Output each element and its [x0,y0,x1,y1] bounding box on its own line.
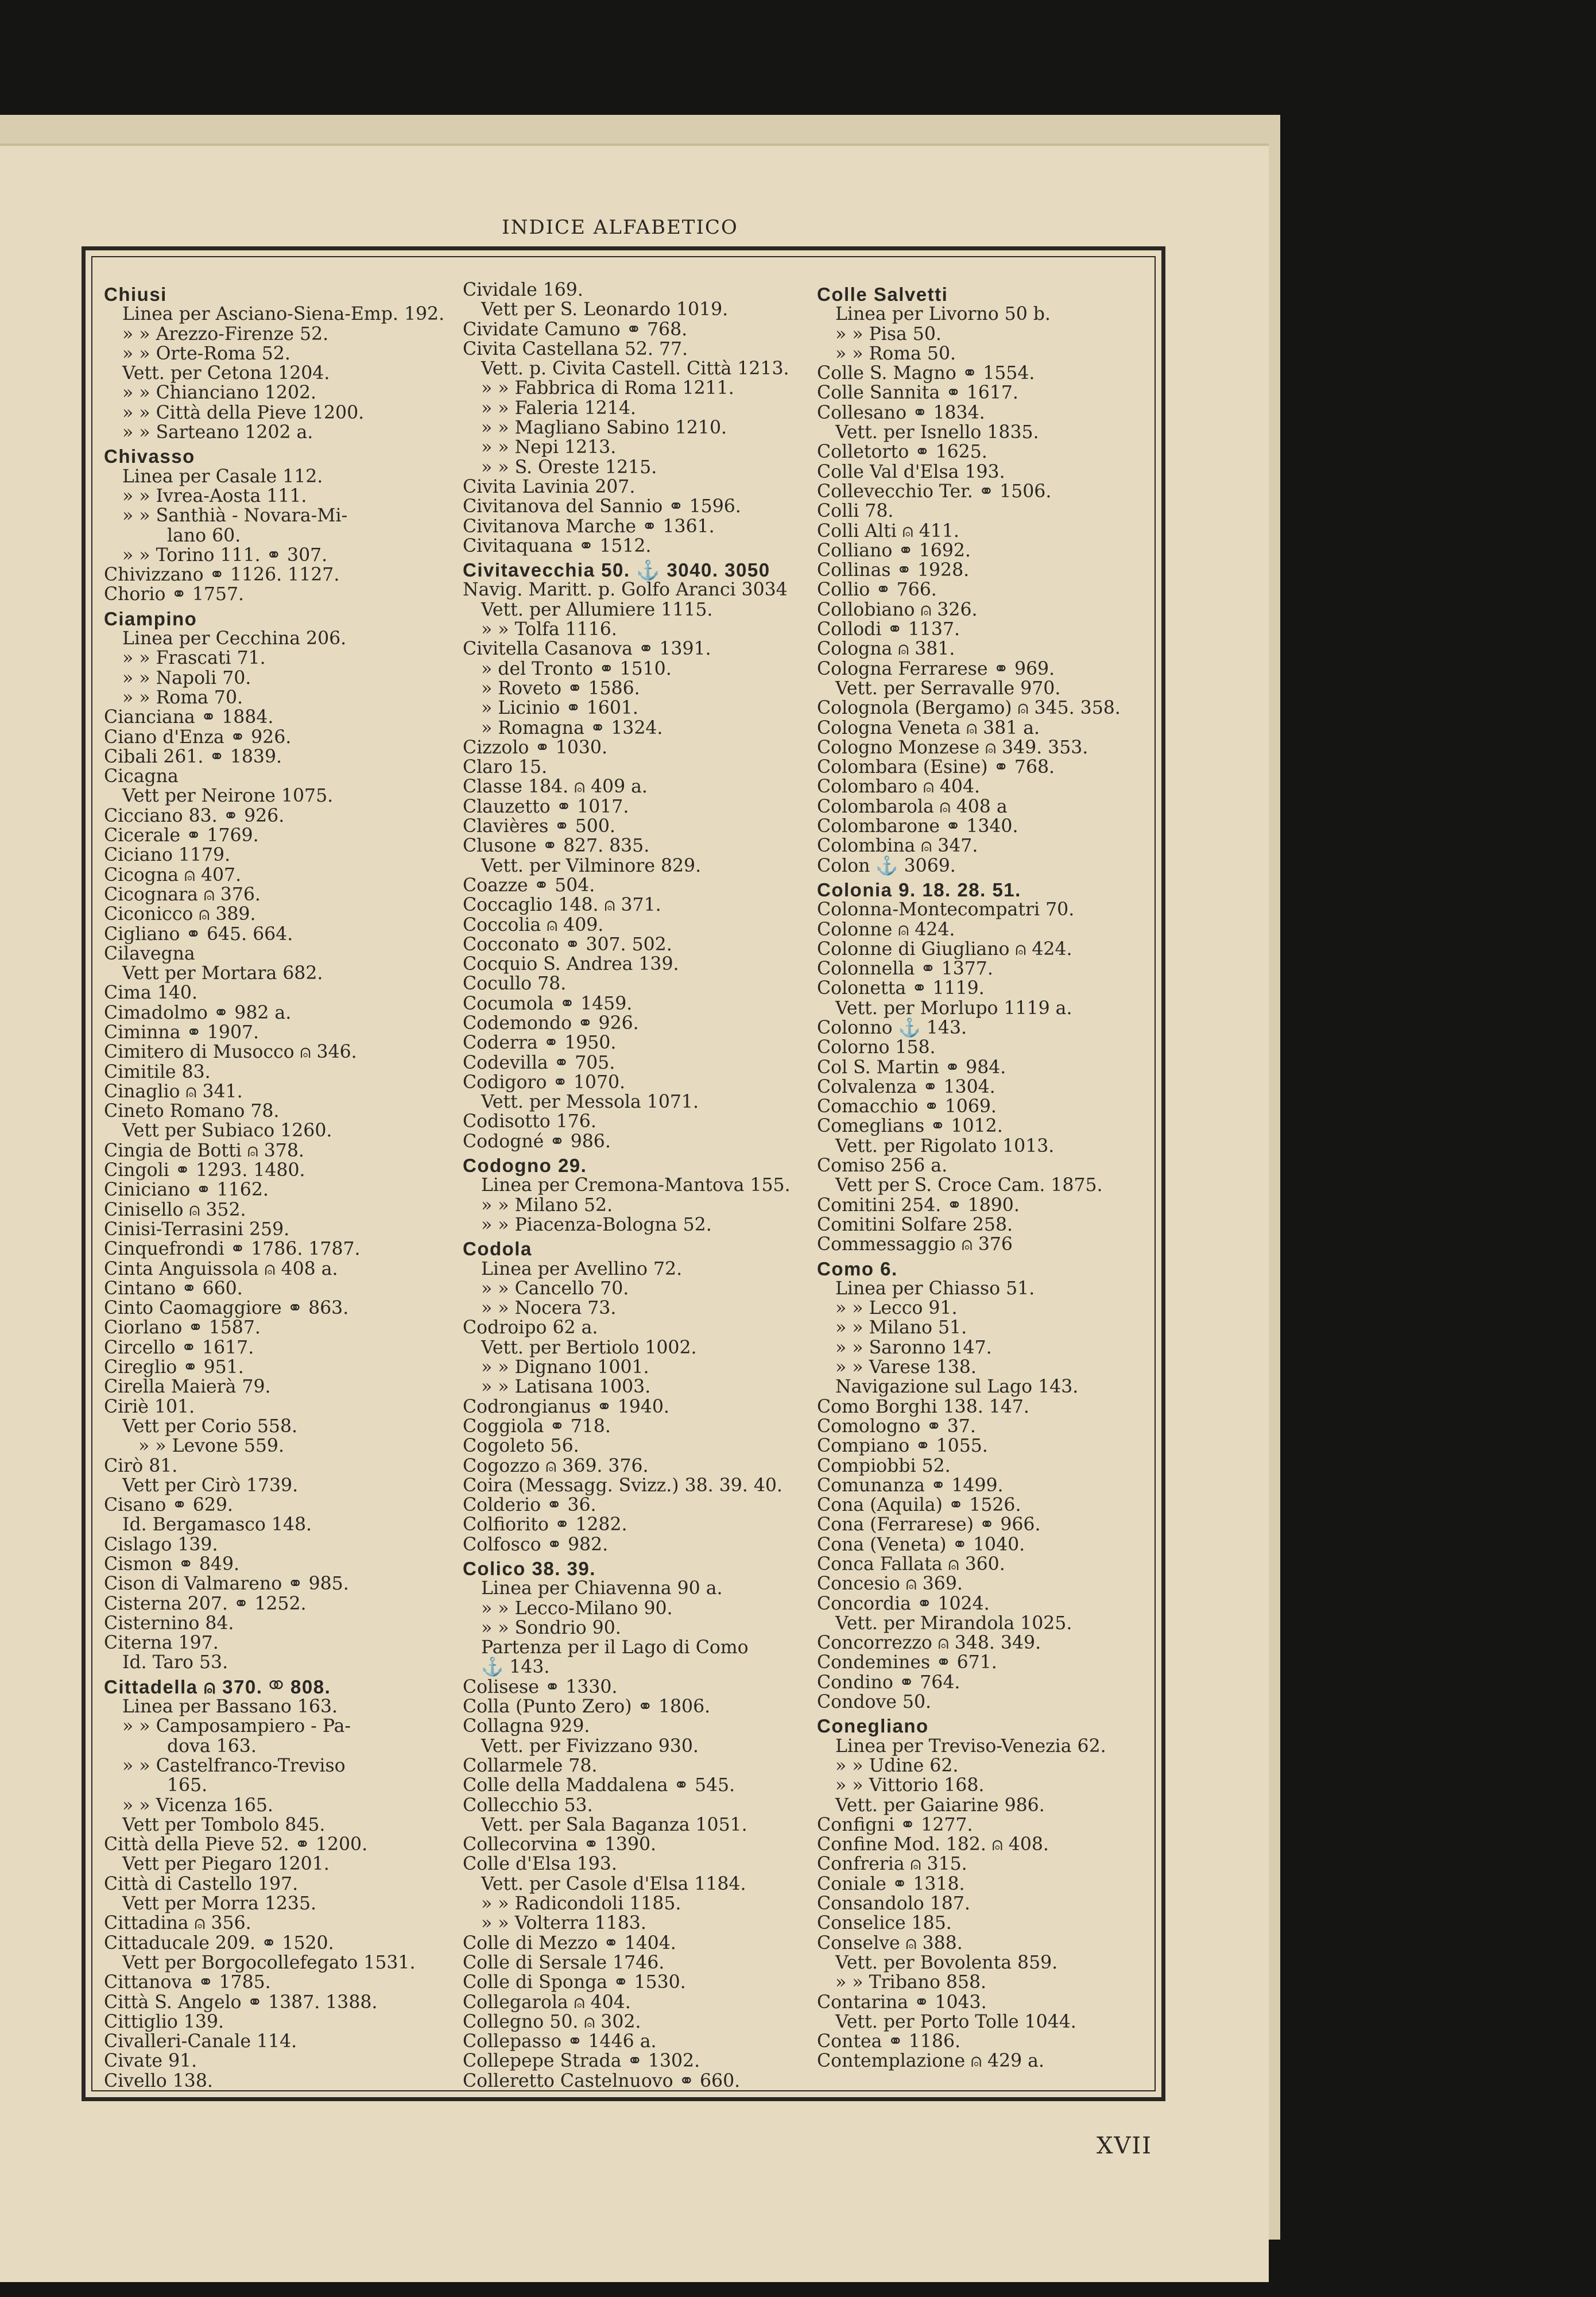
index-entry: » » Piacenza-Bologna 52. [481,1214,712,1235]
index-entry: Compiano ⚭ 1055. [817,1436,988,1457]
index-entry: Condemines ⚭ 671. [817,1652,997,1673]
index-entry: Comunanza ⚭ 1499. [817,1475,1004,1496]
index-entry: Coniale ⚭ 1318. [817,1873,965,1894]
index-entry: Clauzetto ⚭ 1017. [463,796,629,817]
index-entry: Colombarola ⍝ 408 a [817,796,1008,817]
page-frame-inner [91,256,1156,2091]
index-entry: Collobiano ⍝ 326. [817,599,978,620]
index-entry: Colombina ⍝ 347. [817,836,978,857]
index-entry: Linea per Treviso-Venezia 62. [835,1735,1106,1757]
index-entry: Cinto Caomaggiore ⚭ 863. [104,1298,349,1319]
index-entry: » » Tolfa 1116. [481,619,617,640]
index-entry: » » Latisana 1003. [481,1376,651,1398]
index-entry: Ciniciano ⚭ 1162. [104,1180,269,1201]
index-entry: Colombaro ⍝ 404. [817,776,981,798]
index-heading: Colico 38. 39. [463,1558,596,1579]
index-entry: Vett per Cirò 1739. [122,1475,299,1496]
index-entry: » » Lecco 91. [835,1298,958,1319]
index-entry: Cogozzo ⍝ 369. 376. [463,1455,649,1476]
index-entry: » » Ivrea-Aosta 111. [122,485,307,506]
index-entry: Clavières ⚭ 500. [463,816,615,837]
index-entry: Citerna 197. [104,1633,219,1654]
index-entry: Colonnella ⚭ 1377. [817,958,993,980]
index-entry: » » Nepi 1213. [481,437,617,458]
index-entry: Civitanova del Sannio ⚭ 1596. [463,496,741,517]
index-heading: Codogno 29. [463,1155,587,1177]
index-entry: Configni ⚭ 1277. [817,1814,973,1835]
index-entry: Vett. per Mirandola 1025. [835,1612,1072,1634]
index-entry: » » Lecco-Milano 90. [481,1598,673,1619]
index-entry: Cimitero di Musocco ⍝ 346. [104,1042,357,1063]
index-entry: lano 60. [167,525,241,546]
index-entry: Cinaglio ⍝ 341. [104,1081,243,1102]
index-entry: Contea ⚭ 1186. [817,2031,961,2052]
index-entry: Linea per Asciano-Siena-Emp. 192. [122,304,445,325]
index-entry: » » Frascati 71. [122,648,266,669]
index-entry: Conca Fallata ⍝ 360. [817,1554,1005,1575]
index-entry: Civalleri-Canale 114. [104,2031,297,2052]
index-entry: » » Cancello 70. [481,1278,629,1299]
index-entry: Vett per Subiaco 1260. [122,1120,332,1142]
page-number: XVII [1097,2133,1152,2159]
index-entry: Cigliano ⚭ 645. 664. [104,923,293,945]
index-entry: Navig. Maritt. p. Golfo Aranci 3034 [463,579,788,601]
index-entry: Vett. per Porto Tolle 1044. [835,2011,1076,2032]
index-entry: Cibali 261. ⚭ 1839. [104,746,282,767]
index-entry: » » Sarteano 1202 a. [122,422,313,443]
index-entry: Vett per Morra 1235. [122,1893,317,1915]
index-entry: Cimitile 83. [104,1061,211,1082]
index-entry: Claro 15. [463,757,548,778]
index-entry: Cocconato ⚭ 307. 502. [463,934,672,955]
index-entry: Cison di Valmareno ⚭ 985. [104,1573,349,1595]
index-entry: Vett per S. Croce Cam. 1875. [835,1175,1103,1196]
index-entry: Collecorvina ⚭ 1390. [463,1834,657,1855]
index-entry: Coggiola ⚭ 718. [463,1416,611,1437]
index-entry: Conselve ⍝ 388. [817,1932,963,1954]
index-entry: » Licinio ⚭ 1601. [481,698,638,719]
index-entry: » » Vittorio 168. [835,1775,985,1796]
index-column-3 [817,280,1159,2079]
index-entry: Vett per Tombolo 845. [122,1814,326,1835]
index-entry: Cittanova ⚭ 1785. [104,1972,271,1993]
index-entry: Vett per Borgocollefegato 1531. [122,1952,416,1973]
index-entry: Vett. per Vilminore 829. [481,855,702,876]
index-entry: Cona (Veneta) ⚭ 1040. [817,1534,1025,1555]
index-entry: Cineto Romano 78. [104,1101,280,1122]
index-entry: » » Milano 51. [835,1317,967,1339]
index-entry: ⚓ 143. [481,1657,550,1678]
index-heading: Colle Salvetti [817,284,948,305]
index-entry: Vett. p. Civita Castell. Città 1213. [481,358,789,380]
index-entry: Linea per Chiavenna 90 a. [481,1578,723,1599]
index-entry: Colonne ⍝ 424. [817,919,955,940]
index-entry: Condove 50. [817,1692,932,1713]
index-entry: Linea per Livorno 50 b. [835,304,1051,325]
index-entry: Ciciano 1179. [104,845,231,866]
index-entry: Comitini Solfare 258. [817,1214,1013,1235]
index-entry: Cilavegna [104,943,195,964]
index-entry: » » Sondrio 90. [481,1617,621,1638]
index-entry: Vett. per Sala Baganza 1051. [481,1814,747,1835]
index-entry: Cirò 81. [104,1455,178,1476]
index-entry: Cologno Monzese ⍝ 349. 353. [817,737,1088,758]
index-entry: » » Magliano Sabino 1210. [481,417,727,439]
index-entry: Cireglio ⚭ 951. [104,1357,244,1378]
index-entry: Cocumola ⚭ 1459. [463,993,633,1014]
index-entry: Cividate Camuno ⚭ 768. [463,319,688,340]
index-entry: Linea per Cecchina 206. [122,628,347,649]
index-entry: Vett. per Messola 1071. [481,1092,699,1113]
index-entry: Collinas ⚭ 1928. [817,560,970,581]
index-entry: » » Tribano 858. [835,1972,987,1993]
index-entry: Classe 184. ⍝ 409 a. [463,776,648,798]
index-entry: » » Milano 52. [481,1194,613,1216]
index-entry: » » Radicondoli 1185. [481,1893,681,1915]
page-frame [82,246,1165,2101]
index-entry: Concesio ⍝ 369. [817,1573,963,1595]
index-entry: Cisano ⚭ 629. [104,1495,233,1516]
index-entry: Codroipo 62 a. [463,1317,598,1339]
index-entry: Concorrezzo ⍝ 348. 349. [817,1633,1041,1654]
index-entry: Vett. per Allumiere 1115. [481,599,713,620]
index-entry: Confine Mod. 182. ⍝ 408. [817,1834,1049,1855]
index-entry: Cinisi-Terrasini 259. [104,1219,290,1240]
index-entry: Colle d'Elsa 193. [463,1854,617,1875]
index-entry: Ciminna ⚭ 1907. [104,1022,259,1043]
index-entry: Colombara (Esine) ⚭ 768. [817,757,1055,778]
index-entry: Linea per Avellino 72. [481,1258,683,1279]
index-entry: Città della Pieve 52. ⚭ 1200. [104,1834,368,1855]
index-entry: Commessaggio ⍝ 376 [817,1234,1013,1255]
index-entry: Colla (Punto Zero) ⚭ 1806. [463,1696,711,1718]
index-entry: Cocquio S. Andrea 139. [463,954,679,975]
index-entry: Cologna Ferrarese ⚭ 969. [817,658,1055,679]
index-entry: Linea per Casale 112. [122,466,323,487]
index-entry: Ciano d'Enza ⚭ 926. [104,726,292,748]
index-entry: Civitella Casanova ⚭ 1391. [463,639,711,660]
index-entry: Vett per Neirone 1075. [122,786,334,807]
index-entry: Cisterna 207. ⚭ 1252. [104,1593,307,1614]
index-entry: dova 163. [167,1735,257,1757]
index-entry: Ciorlano ⚭ 1587. [104,1317,261,1339]
index-entry: Colon ⚓ 3069. [817,855,956,876]
index-entry: Collesano ⚭ 1834. [817,402,985,423]
index-entry: Codemondo ⚭ 926. [463,1012,639,1034]
index-entry: Colle Sannita ⚭ 1617. [817,382,1018,404]
index-entry: Colle di Sponga ⚭ 1530. [463,1972,686,1993]
index-entry: Cismon ⚭ 849. [104,1554,240,1575]
index-entry: Como Borghi 138. 147. [817,1396,1029,1417]
index-entry: Collarmele 78. [463,1755,598,1776]
index-entry: Conselice 185. [817,1913,952,1934]
index-entry: Colonne di Giugliano ⍝ 424. [817,938,1072,960]
index-entry: Comiso 256 a. [817,1155,948,1177]
index-entry: Cingoli ⚭ 1293. 1480. [104,1160,305,1181]
index-entry: Colletorto ⚭ 1625. [817,442,987,463]
index-entry: Coccolia ⍝ 409. [463,914,604,935]
index-entry: » » Santhià - Novara-Mi- [122,505,348,527]
index-entry: Collegno 50. ⍝ 302. [463,2011,641,2032]
index-entry: » » Chianciano 1202. [122,382,317,404]
index-entry: Cinta Anguissola ⍝ 408 a. [104,1258,338,1279]
index-entry: Cingia de Botti ⍝ 378. [104,1140,304,1161]
index-entry: » » Faleria 1214. [481,397,636,419]
index-entry: Id. Bergamasco 148. [122,1514,312,1536]
index-entry: Cisternino 84. [104,1612,234,1634]
index-column-2 [463,280,810,2091]
index-entry: Cona (Aquila) ⚭ 1526. [817,1495,1021,1516]
index-heading: Colonia 9. 18. 28. 51. [817,879,1021,900]
index-entry: Cicagna [104,766,179,787]
index-entry: » » Arezzo-Firenze 52. [122,323,329,345]
index-heading: Cittadella ⍝ 370. ⚭ 808. [104,1676,331,1697]
index-entry: Città S. Angelo ⚭ 1387. 1388. [104,1991,378,2013]
index-entry: Civita Lavinia 207. [463,476,636,497]
index-entry: Colognola (Bergamo) ⍝ 345. 358. [817,698,1121,719]
index-entry: » » Torino 111. ⚭ 307. [122,544,328,566]
index-entry: Comeglians ⚭ 1012. [817,1116,1003,1137]
index-entry: Collecchio 53. [463,1795,593,1816]
index-entry: Colisese ⚭ 1330. [463,1676,618,1697]
index-entry: Città di Castello 197. [104,1873,299,1894]
index-entry: Cittadina ⍝ 356. [104,1913,251,1934]
index-entry: Colleretto Castelnuovo ⚭ 660. [463,2070,741,2091]
index-entry: Concordia ⚭ 1024. [817,1593,990,1614]
index-entry: Collepasso ⚭ 1446 a. [463,2031,657,2052]
index-entry: Colle S. Magno ⚭ 1554. [817,363,1035,384]
index-entry: Vett. per Bovolenta 859. [835,1952,1058,1973]
index-heading: Conegliano [817,1715,929,1737]
index-entry: Colli Alti ⍝ 411. [817,520,959,542]
index-entry: » » Saronno 147. [835,1337,992,1358]
index-entry: Colonna-Montecompatri 70. [817,899,1075,921]
index-entry: » » S. Oreste 1215. [481,457,657,478]
index-entry: Codogné ⚭ 986. [463,1131,611,1152]
index-entry: Civate 91. [104,2051,197,2072]
index-entry: Colfosco ⚭ 982. [463,1534,609,1555]
index-entry: Cicognara ⍝ 376. [104,884,261,905]
index-entry: Partenza per il Lago di Como [481,1637,749,1658]
index-entry: Col S. Martin ⚭ 984. [817,1057,1006,1078]
index-entry: Colle di Mezzo ⚭ 1404. [463,1932,676,1954]
index-entry: » » Orte-Roma 52. [122,343,290,364]
index-heading: Ciampino [104,608,197,629]
index-entry: Comitini 254. ⚭ 1890. [817,1194,1020,1216]
index-entry: Colli 78. [817,501,894,522]
index-entry: Coira (Messagg. Svizz.) 38. 39. 40. [463,1475,782,1496]
index-entry: Cimadolmo ⚭ 982 a. [104,1002,292,1023]
index-entry: Id. Taro 53. [122,1652,228,1673]
index-heading: Codola [463,1238,532,1260]
index-entry: Civitanova Marche ⚭ 1361. [463,516,715,537]
index-entry: Linea per Chiasso 51. [835,1278,1035,1299]
index-entry: Consandolo 187. [817,1893,970,1915]
index-entry: Cintano ⚭ 660. [104,1278,243,1299]
index-entry: Coazze ⚭ 504. [463,875,595,896]
index-entry: Collio ⚭ 766. [817,579,937,601]
index-entry: Vett. per Serravalle 970. [835,678,1061,699]
index-entry: Collodi ⚭ 1137. [817,619,960,640]
index-entry: Collagna 929. [463,1716,590,1737]
index-entry: Cizzolo ⚭ 1030. [463,737,607,758]
index-entry: Codisotto 176. [463,1111,596,1132]
index-entry: Cirella Maierà 79. [104,1376,271,1398]
index-entry: » » Pisa 50. [835,323,942,345]
index-entry: Cislago 139. [104,1534,218,1555]
index-entry: Codevilla ⚭ 705. [463,1052,615,1073]
index-entry: Collevecchio Ter. ⚭ 1506. [817,481,1052,502]
index-entry: Compiobbi 52. [817,1455,951,1476]
index-entry: Chorio ⚭ 1757. [104,584,245,605]
index-entry: Vett per Corio 558. [122,1416,298,1437]
index-heading: Chiusi [104,284,167,305]
index-entry: Colle Val d'Elsa 193. [817,461,1005,482]
index-entry: Cologna ⍝ 381. [817,639,955,660]
index-entry: Colliano ⚭ 1692. [817,540,971,561]
index-entry: Navigazione sul Lago 143. [835,1376,1079,1398]
index-entry: Colonetta ⚭ 1119. [817,978,985,999]
index-entry: Colombarone ⚭ 1340. [817,816,1018,837]
index-entry: Vett. per Gaiarine 986. [835,1795,1045,1816]
index-entry: Colderio ⚭ 36. [463,1495,596,1516]
index-entry: Colonno ⚓ 143. [817,1017,967,1038]
index-entry: Civitaquana ⚭ 1512. [463,535,652,556]
index-entry: Linea per Bassano 163. [122,1696,338,1718]
index-entry: Vett per Mortara 682. [122,963,323,984]
index-entry: Cocullo 78. [463,973,567,995]
index-entry: Contarina ⚭ 1043. [817,1991,987,2013]
index-entry: » » Volterra 1183. [481,1913,646,1934]
index-entry: Cittiglio 139. [104,2011,224,2032]
index-entry: Cianciana ⚭ 1884. [104,707,274,728]
index-entry: » » Castelfranco-Treviso [122,1755,346,1776]
index-heading: Como 6. [817,1258,898,1279]
index-heading: Chivasso [104,446,195,467]
index-entry: Colle di Sersale 1746. [463,1952,665,1973]
index-entry: Cicerale ⚭ 1769. [104,825,259,846]
index-entry: Cona (Ferrarese) ⚭ 966. [817,1514,1041,1536]
index-entry: Cicogna ⍝ 407. [104,864,242,885]
index-entry: » » Levone 559. [138,1436,284,1457]
index-entry: Vett per S. Leonardo 1019. [481,299,729,320]
index-entry: Ciriè 101. [104,1396,195,1417]
index-entry: » » Camposampiero - Pa- [122,1716,351,1737]
index-entry: Cologna Veneta ⍝ 381 a. [817,717,1040,738]
index-entry: Cicciano 83. ⚭ 926. [104,805,285,826]
index-entry: » » Città della Pieve 1200. [122,402,365,423]
index-entry: Colfiorito ⚭ 1282. [463,1514,627,1536]
index-entry: Vett. per Fivizzano 930. [481,1735,699,1757]
index-entry: Civello 138. [104,2070,213,2091]
index-entry: » » Dignano 1001. [481,1357,649,1378]
index-entry: Vett. per Cetona 1204. [122,363,330,384]
index-entry: » del Tronto ⚭ 1510. [481,658,672,679]
index-entry: » » Vicenza 165. [122,1795,273,1816]
page [0,144,1269,2282]
index-entry: Vett. per Rigolato 1013. [835,1135,1055,1157]
index-entry: Vett per Piegaro 1201. [122,1854,330,1875]
index-entry: Linea per Cremona-Mantova 155. [481,1175,791,1196]
index-entry: Cogoleto 56. [463,1436,579,1457]
index-entry: Ciconicco ⍝ 389. [104,904,256,925]
index-entry: Vett. per Casole d'Elsa 1184. [481,1873,746,1894]
index-entry: Chivizzano ⚭ 1126. 1127. [104,564,340,586]
index-entry: Colvalenza ⚭ 1304. [817,1076,995,1097]
index-entry: 165. [167,1775,208,1796]
index-entry: Coccaglio 148. ⍝ 371. [463,895,661,916]
index-entry: » » Udine 62. [835,1755,959,1776]
index-entry: Clusone ⚭ 827. 835. [463,836,650,857]
index-heading: Civitavecchia 50. ⚓ 3040. 3050 [463,559,770,581]
index-entry: Condino ⚭ 764. [817,1672,960,1693]
index-entry: » » Roma 70. [122,687,243,708]
index-entry: Cinisello ⍝ 352. [104,1199,246,1220]
index-entry: » Roveto ⚭ 1586. [481,678,640,699]
index-entry: Codigoro ⚭ 1070. [463,1072,626,1093]
index-entry: Confreria ⍝ 315. [817,1854,967,1875]
index-entry: Comacchio ⚭ 1069. [817,1096,997,1117]
index-entry: » Romagna ⚭ 1324. [481,717,663,738]
index-entry: Colle della Maddalena ⚭ 545. [463,1775,735,1796]
index-entry: Coderra ⚭ 1950. [463,1033,617,1054]
index-entry: Cima 140. [104,983,197,1004]
index-entry: » » Napoli 70. [122,667,251,689]
index-entry: Cittaducale 209. ⚭ 1520. [104,1932,334,1954]
index-entry: » » Roma 50. [835,343,956,364]
index-entry: » » Fabbrica di Roma 1211. [481,378,734,399]
index-entry: Cividale 169. [463,280,583,300]
index-entry: Collegarola ⍝ 404. [463,1991,631,2013]
index-entry: Vett. per Morlupo 1119 a. [835,997,1072,1019]
index-entry: Collepepe Strada ⚭ 1302. [463,2051,700,2072]
index-entry: Civita Castellana 52. 77. [463,338,688,359]
index-entry: Contemplazione ⍝ 429 a. [817,2051,1044,2072]
index-column-1 [104,280,445,2091]
index-entry: » » Varese 138. [835,1357,977,1378]
index-entry: Cinquefrondi ⚭ 1786. 1787. [104,1239,361,1260]
index-entry: Vett. per Isnello 1835. [835,422,1039,443]
index-entry: Vett. per Bertiolo 1002. [481,1337,697,1358]
running-head: INDICE ALFABETICO [502,216,738,239]
index-entry: » » Nocera 73. [481,1298,617,1319]
index-entry: Codrongianus ⚭ 1940. [463,1396,669,1417]
index-entry: Comologno ⚭ 37. [817,1416,976,1437]
index-entry: Circello ⚭ 1617. [104,1337,254,1358]
index-entry: Colorno 158. [817,1037,936,1058]
